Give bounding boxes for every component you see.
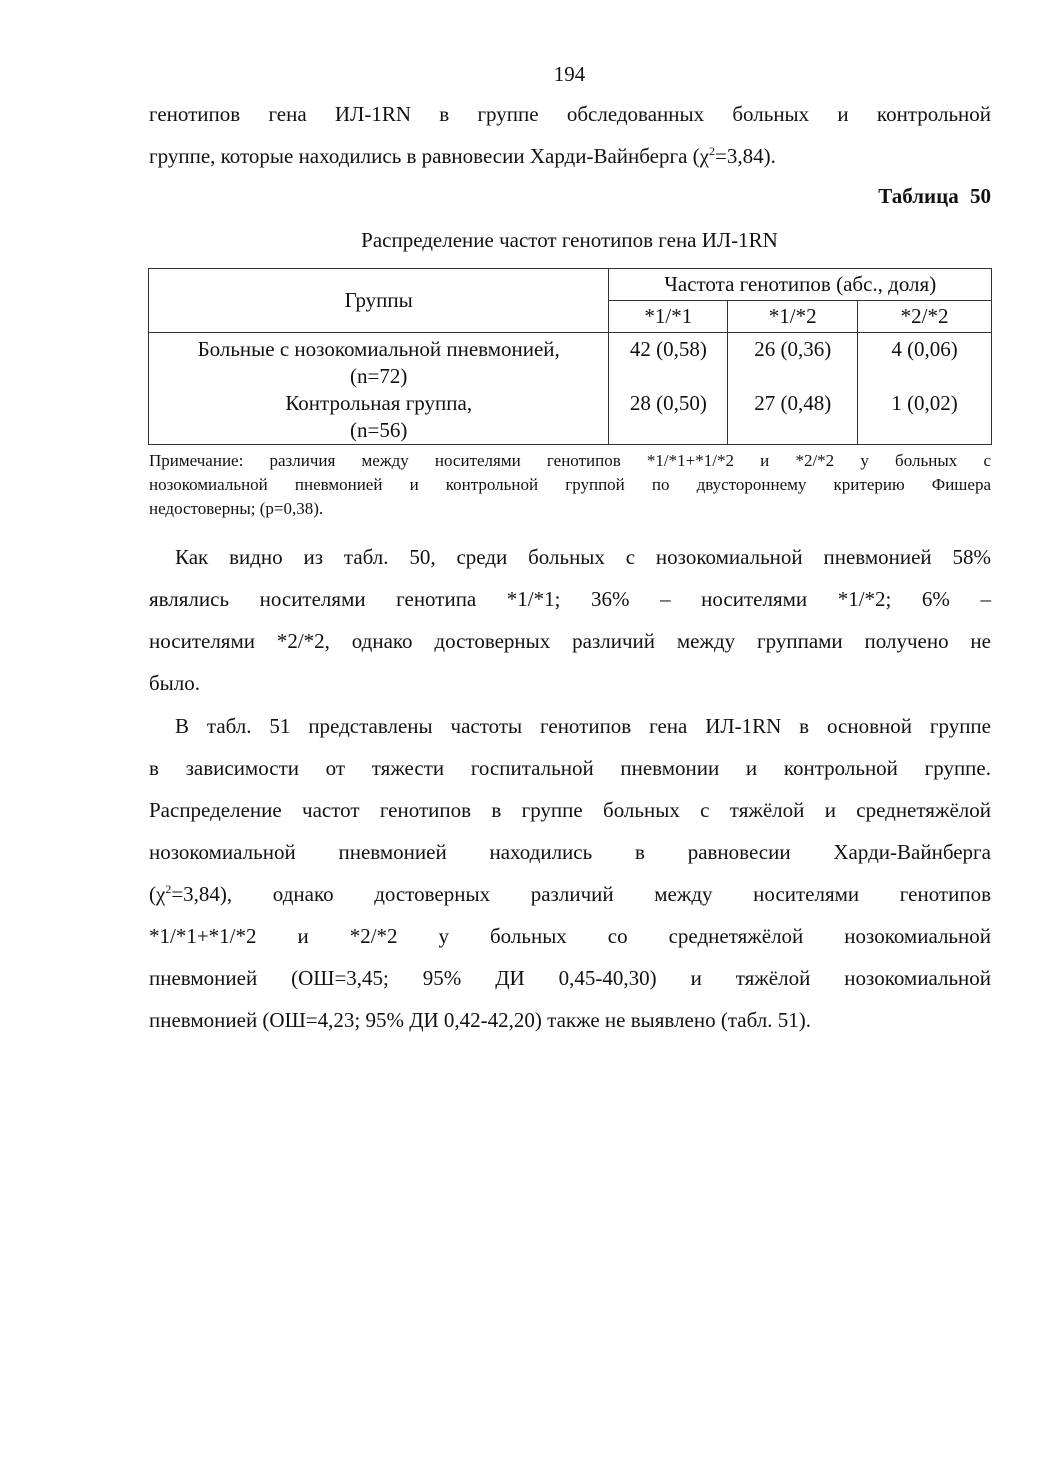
para1-line-3: носителями *2/*2, однако достоверных различий между группами получено не bbox=[149, 629, 991, 653]
para2-line-5-start: (χ bbox=[149, 882, 166, 906]
para1-line-2: являлись носителями генотипа *1/*1; 36% – носителями *1/*2; 6% – bbox=[149, 587, 991, 611]
value-cell: 27 (0,48) bbox=[728, 390, 858, 445]
intro-line-2-text: группе, которые находились в равновесии Харди-Вайнберга (χ bbox=[149, 144, 709, 168]
table-row bbox=[149, 333, 992, 391]
para2-line-5-text: =3,84), однако достоверных различий между носителями генотипов bbox=[171, 882, 991, 906]
header-genotype-1: *1/*1 bbox=[609, 301, 728, 333]
para2-line-4: нозокомиальной пневмонией находились в равновесии Харди-Вайнберга bbox=[149, 840, 991, 864]
para1-line-4: было. bbox=[149, 671, 201, 695]
table-note bbox=[149, 449, 991, 521]
intro-line-2 bbox=[149, 135, 991, 177]
value-cell: 26 (0,36) bbox=[728, 333, 858, 391]
chi-superscript: 2 bbox=[165, 882, 172, 896]
page-number: 194 bbox=[553, 62, 586, 86]
group-name: Больные с нозокомиальной пневмонией, bbox=[197, 337, 560, 361]
table-header-row bbox=[149, 269, 992, 301]
header-genotype-3: *2/*2 bbox=[858, 301, 992, 333]
intro-line-1: генотипов гена ИЛ-1RN в группе обследованных больных и контрольной bbox=[149, 102, 991, 126]
group-size: (n=72) bbox=[350, 364, 408, 388]
table-caption: Распределение частот генотипов гена ИЛ-1RN bbox=[361, 228, 778, 252]
intro-line-2-end: =3,84). bbox=[715, 144, 776, 168]
group-cell bbox=[149, 333, 609, 391]
para1-line-1: Как видно из табл. 50, среди больных с нозокомиальной пневмонией 58% bbox=[175, 545, 991, 569]
paragraph-1 bbox=[149, 536, 991, 704]
para2-line-8: пневмонией (ОШ=4,23; 95% ДИ 0,42-42,20) также не выявлено (табл. 51). bbox=[149, 1008, 811, 1032]
intro-paragraph bbox=[149, 93, 991, 177]
para2-line-6: *1/*1+*1/*2 и *2/*2 у больных со среднетяжёлой нозокомиальной bbox=[149, 924, 991, 948]
header-frequency: Частота генотипов (абс., доля) bbox=[609, 269, 992, 301]
table-row bbox=[149, 390, 992, 445]
para2-line-7: пневмонией (ОШ=3,45; 95% ДИ 0,45-40,30) и тяжёлой нозокомиальной bbox=[149, 966, 991, 990]
genotype-frequency-table bbox=[148, 268, 992, 445]
paragraph-2 bbox=[149, 705, 991, 1041]
para2-line-2: в зависимости от тяжести госпитальной пневмонии и контрольной группе. bbox=[149, 756, 991, 780]
header-genotype-2: *1/*2 bbox=[728, 301, 858, 333]
note-line-2: нозокомиальной пневмонией и контрольной группой по двустороннему критерию Фишера bbox=[149, 475, 991, 494]
header-groups: Группы bbox=[149, 269, 609, 333]
value-cell: 1 (0,02) bbox=[858, 390, 992, 445]
value-cell: 4 (0,06) bbox=[858, 333, 992, 391]
value-cell: 28 (0,50) bbox=[609, 390, 728, 445]
para2-line-5 bbox=[149, 873, 991, 915]
group-size: (n=56) bbox=[350, 418, 408, 442]
para2-line-3: Распределение частот генотипов в группе больных с тяжёлой и среднетяжёлой bbox=[149, 798, 991, 822]
group-cell bbox=[149, 390, 609, 445]
note-line-1: Примечание: различия между носителями генотипов *1/*1+*1/*2 и *2/*2 у больных с bbox=[149, 451, 991, 470]
chi-superscript: 2 bbox=[709, 144, 715, 158]
value-cell: 42 (0,58) bbox=[609, 333, 728, 391]
table-label: Таблица 50 bbox=[878, 184, 991, 208]
group-name: Контрольная группа, bbox=[285, 391, 473, 415]
note-line-3: недостоверны; (p=0,38). bbox=[149, 499, 324, 518]
para2-line-1: В табл. 51 представлены частоты генотипов гена ИЛ-1RN в основной группе bbox=[175, 714, 991, 738]
